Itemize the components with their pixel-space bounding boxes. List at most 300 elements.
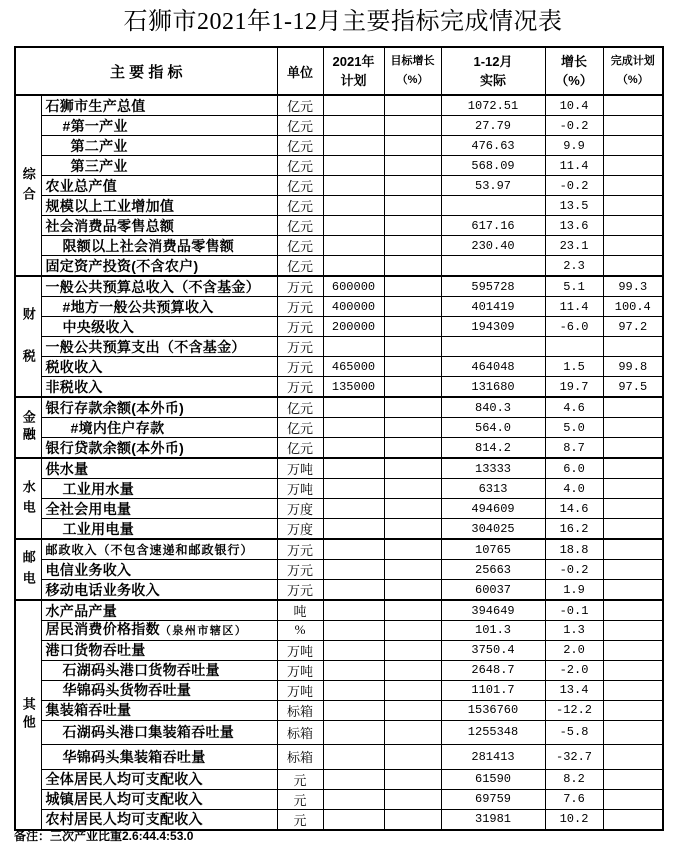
unit-cell: 亿元 xyxy=(277,136,323,156)
completion-cell xyxy=(603,720,663,745)
indicator-name: 限额以上社会消费品零售额 xyxy=(62,237,235,254)
actual-cell: 60037 xyxy=(441,580,545,601)
unit-cell: 亿元 xyxy=(277,256,323,277)
table-row xyxy=(15,745,663,770)
actual-cell: 568.09 xyxy=(441,156,545,176)
plan-cell xyxy=(323,560,384,580)
indicator-cell xyxy=(41,660,277,680)
indicator-cell xyxy=(41,479,277,499)
target-growth-cell xyxy=(384,116,441,136)
growth-cell: 4.6 xyxy=(545,397,603,418)
completion-cell xyxy=(603,397,663,418)
actual-cell: 61590 xyxy=(441,769,545,789)
growth-cell: 1.5 xyxy=(545,357,603,377)
growth-cell xyxy=(545,337,603,357)
actual-cell: 1255348 xyxy=(441,720,545,745)
target-growth-cell xyxy=(384,680,441,700)
completion-cell xyxy=(603,769,663,789)
completion-cell xyxy=(603,95,663,116)
plan-cell xyxy=(323,337,384,357)
header-plan xyxy=(323,47,384,95)
target-growth-cell xyxy=(384,621,441,641)
target-growth-cell xyxy=(384,789,441,809)
indicator-name: #境内住户存款 xyxy=(70,419,165,436)
category-label: 金融 xyxy=(20,410,36,444)
growth-cell: -0.1 xyxy=(545,600,603,621)
target-growth-cell xyxy=(384,377,441,398)
table-row xyxy=(15,660,663,680)
indicator-name: 华锦码头货物吞吐量 xyxy=(62,682,192,699)
header-actual-line1: 1-12月 xyxy=(473,54,513,69)
target-growth-cell xyxy=(384,539,441,560)
completion-cell xyxy=(603,680,663,700)
category-label: 其他 xyxy=(20,696,36,733)
growth-cell: 9.9 xyxy=(545,136,603,156)
growth-cell: 19.7 xyxy=(545,377,603,398)
indicator-name: 农业总产值 xyxy=(45,177,117,194)
actual-cell: 840.3 xyxy=(441,397,545,418)
growth-cell: 13.4 xyxy=(545,680,603,700)
plan-cell xyxy=(323,397,384,418)
unit-cell: 万元 xyxy=(277,357,323,377)
category-cell xyxy=(15,458,41,539)
growth-cell: 5.0 xyxy=(545,418,603,438)
category-cell xyxy=(15,95,41,276)
indicator-cell xyxy=(41,560,277,580)
actual-cell xyxy=(441,337,545,357)
indicator-cell xyxy=(41,276,277,297)
header-actual xyxy=(441,47,545,95)
header-growth xyxy=(545,47,603,95)
completion-cell xyxy=(603,236,663,256)
table-row xyxy=(15,680,663,700)
unit-cell: 元 xyxy=(277,809,323,830)
completion-cell: 99.8 xyxy=(603,357,663,377)
growth-cell: 14.6 xyxy=(545,499,603,519)
plan-cell xyxy=(323,600,384,621)
target-growth-cell xyxy=(384,397,441,418)
growth-cell: 13.6 xyxy=(545,216,603,236)
table-row xyxy=(15,809,663,830)
actual-cell: 304025 xyxy=(441,519,545,540)
growth-cell: 8.7 xyxy=(545,438,603,459)
target-growth-cell xyxy=(384,499,441,519)
plan-cell xyxy=(323,236,384,256)
unit-cell: 万元 xyxy=(277,297,323,317)
header-row xyxy=(15,47,663,95)
unit-cell: 标箱 xyxy=(277,720,323,745)
indicator-name: 供水量 xyxy=(45,460,89,477)
indicator-name: 一般公共预算总收入（不含基金） xyxy=(45,278,260,295)
growth-cell: 23.1 xyxy=(545,236,603,256)
header-plan-line2: 计划 xyxy=(340,73,367,88)
indicator-name: #第一产业 xyxy=(62,117,128,134)
unit-cell: 万元 xyxy=(277,580,323,601)
indicator-name: 非税收入 xyxy=(45,378,103,395)
target-growth-cell xyxy=(384,256,441,277)
actual-cell: 25663 xyxy=(441,560,545,580)
indicator-cell xyxy=(41,438,277,459)
unit-cell: 万度 xyxy=(277,519,323,540)
indicator-name: 社会消费品零售总额 xyxy=(45,217,175,234)
completion-cell xyxy=(603,499,663,519)
category-cell xyxy=(15,276,41,397)
header-completion-line2: （%） xyxy=(616,74,649,86)
unit-cell: 标箱 xyxy=(277,700,323,720)
plan-cell xyxy=(323,156,384,176)
unit-cell: 亿元 xyxy=(277,397,323,418)
actual-cell: 464048 xyxy=(441,357,545,377)
plan-cell xyxy=(323,789,384,809)
indicator-name: 规模以上工业增加值 xyxy=(45,197,175,214)
growth-cell: 2.0 xyxy=(545,640,603,660)
indicator-name: 全社会用电量 xyxy=(45,500,132,517)
plan-cell xyxy=(323,136,384,156)
table-row xyxy=(15,720,663,745)
table-row xyxy=(15,789,663,809)
indicator-cell xyxy=(41,397,277,418)
growth-cell: -5.8 xyxy=(545,720,603,745)
unit-cell: 标箱 xyxy=(277,745,323,770)
growth-cell: 1.9 xyxy=(545,580,603,601)
target-growth-cell xyxy=(384,809,441,830)
target-growth-cell xyxy=(384,236,441,256)
category-label: 水电 xyxy=(20,479,36,520)
indicator-cell xyxy=(41,700,277,720)
category-cell xyxy=(15,600,41,830)
completion-cell xyxy=(603,519,663,540)
growth-cell: 10.4 xyxy=(545,95,603,116)
actual-cell: 27.79 xyxy=(441,116,545,136)
header-completion-line1: 完成计划 xyxy=(610,55,655,67)
growth-cell: -12.2 xyxy=(545,700,603,720)
plan-cell xyxy=(323,116,384,136)
growth-cell: 4.0 xyxy=(545,479,603,499)
completion-cell xyxy=(603,156,663,176)
indicator-name: 港口货物吞吐量 xyxy=(45,642,146,659)
completion-cell xyxy=(603,216,663,236)
table-row xyxy=(15,297,663,317)
table-row xyxy=(15,317,663,337)
completion-cell xyxy=(603,600,663,621)
actual-cell: 69759 xyxy=(441,789,545,809)
table-header xyxy=(15,47,663,95)
indicator-cell xyxy=(41,769,277,789)
plan-cell xyxy=(323,539,384,560)
indicator-name: 石湖码头港口货物吞吐量 xyxy=(62,662,220,679)
growth-cell: -0.2 xyxy=(545,176,603,196)
plan-cell xyxy=(323,519,384,540)
growth-cell: 1.3 xyxy=(545,621,603,641)
plan-cell xyxy=(323,499,384,519)
plan-cell xyxy=(323,660,384,680)
growth-cell: -32.7 xyxy=(545,745,603,770)
table-row xyxy=(15,769,663,789)
indicator-name: 第二产业 xyxy=(70,137,128,154)
actual-cell: 101.3 xyxy=(441,621,545,641)
completion-cell xyxy=(603,438,663,459)
indicator-name: 居民消费价格指数 xyxy=(45,621,160,638)
plan-cell xyxy=(323,580,384,601)
actual-cell: 564.0 xyxy=(441,418,545,438)
target-growth-cell xyxy=(384,519,441,540)
completion-cell: 100.4 xyxy=(603,297,663,317)
indicator-name: 全体居民人均可支配收入 xyxy=(45,771,203,788)
completion-cell xyxy=(603,560,663,580)
indicator-cell xyxy=(41,256,277,277)
target-growth-cell xyxy=(384,479,441,499)
actual-cell: 3750.4 xyxy=(441,640,545,660)
completion-cell xyxy=(603,479,663,499)
table-row xyxy=(15,418,663,438)
indicator-cell xyxy=(41,317,277,337)
unit-cell: 万度 xyxy=(277,499,323,519)
target-growth-cell xyxy=(384,337,441,357)
growth-cell: 11.4 xyxy=(545,156,603,176)
table-row xyxy=(15,116,663,136)
table-row xyxy=(15,640,663,660)
target-growth-cell xyxy=(384,357,441,377)
indicator-cell xyxy=(41,95,277,116)
unit-cell: % xyxy=(277,621,323,641)
growth-cell: -0.2 xyxy=(545,560,603,580)
indicator-cell xyxy=(41,236,277,256)
indicator-cell xyxy=(41,337,277,357)
header-actual-line2: 实际 xyxy=(480,73,507,88)
indicator-cell xyxy=(41,116,277,136)
header-target-growth xyxy=(384,47,441,95)
plan-cell xyxy=(323,745,384,770)
indicator-cell xyxy=(41,519,277,540)
completion-cell: 99.3 xyxy=(603,276,663,297)
actual-cell: 1101.7 xyxy=(441,680,545,700)
table-row xyxy=(15,479,663,499)
indicator-cell xyxy=(41,621,277,641)
target-growth-cell xyxy=(384,156,441,176)
completion-cell xyxy=(603,700,663,720)
unit-cell: 万吨 xyxy=(277,458,323,479)
indicator-name: 城镇居民人均可支配收入 xyxy=(45,791,203,808)
plan-cell xyxy=(323,680,384,700)
target-growth-cell xyxy=(384,418,441,438)
indicator-name: 银行贷款余额(本外币) xyxy=(45,439,185,456)
target-growth-cell xyxy=(384,560,441,580)
target-growth-cell xyxy=(384,769,441,789)
unit-cell: 亿元 xyxy=(277,438,323,459)
indicator-name: 电信业务收入 xyxy=(45,561,132,578)
unit-cell: 亿元 xyxy=(277,418,323,438)
table-row xyxy=(15,95,663,116)
completion-cell xyxy=(603,256,663,277)
unit-cell: 万元 xyxy=(277,276,323,297)
completion-cell xyxy=(603,136,663,156)
growth-cell: 5.1 xyxy=(545,276,603,297)
indicator-name: 工业用水量 xyxy=(62,480,134,497)
indicator-name: 中央级收入 xyxy=(62,318,134,335)
indicator-cell xyxy=(41,357,277,377)
growth-cell: 10.2 xyxy=(545,809,603,830)
target-growth-cell xyxy=(384,196,441,216)
completion-cell xyxy=(603,116,663,136)
category-label: 财税 xyxy=(20,306,36,391)
indicator-cell xyxy=(41,745,277,770)
actual-cell: 1072.51 xyxy=(441,95,545,116)
indicator-cell xyxy=(41,600,277,621)
completion-cell xyxy=(603,789,663,809)
table-row xyxy=(15,216,663,236)
completion-cell xyxy=(603,640,663,660)
target-growth-cell xyxy=(384,600,441,621)
unit-cell: 万吨 xyxy=(277,640,323,660)
header-target-growth-line2: （%） xyxy=(396,74,429,86)
actual-cell: 2648.7 xyxy=(441,660,545,680)
indicator-cell xyxy=(41,156,277,176)
indicator-cell xyxy=(41,297,277,317)
growth-cell: -0.2 xyxy=(545,116,603,136)
target-growth-cell xyxy=(384,720,441,745)
table-row xyxy=(15,560,663,580)
plan-cell: 135000 xyxy=(323,377,384,398)
indicator-table xyxy=(14,46,664,831)
unit-cell: 万吨 xyxy=(277,479,323,499)
actual-cell: 476.63 xyxy=(441,136,545,156)
growth-cell: 16.2 xyxy=(545,519,603,540)
indicator-cell xyxy=(41,789,277,809)
table-row xyxy=(15,156,663,176)
target-growth-cell xyxy=(384,700,441,720)
growth-cell: 18.8 xyxy=(545,539,603,560)
indicator-name: 华锦码头集装箱吞吐量 xyxy=(62,748,206,765)
table-row xyxy=(15,377,663,398)
header-indicator: 主 要 指 标 xyxy=(15,47,277,95)
plan-cell xyxy=(323,640,384,660)
unit-cell: 万元 xyxy=(277,337,323,357)
completion-cell xyxy=(603,809,663,830)
table-row xyxy=(15,499,663,519)
target-growth-cell xyxy=(384,438,441,459)
unit-cell: 万元 xyxy=(277,317,323,337)
plan-cell xyxy=(323,418,384,438)
completion-cell: 97.5 xyxy=(603,377,663,398)
header-completion xyxy=(603,47,663,95)
indicator-cell xyxy=(41,680,277,700)
growth-cell: 6.0 xyxy=(545,458,603,479)
completion-cell xyxy=(603,337,663,357)
actual-cell xyxy=(441,196,545,216)
completion-cell xyxy=(603,660,663,680)
actual-cell: 401419 xyxy=(441,297,545,317)
indicator-name: 农村居民人均可支配收入 xyxy=(45,811,203,828)
actual-cell xyxy=(441,256,545,277)
actual-cell: 230.40 xyxy=(441,236,545,256)
unit-cell: 亿元 xyxy=(277,216,323,236)
completion-cell xyxy=(603,539,663,560)
indicator-name: 第三产业 xyxy=(70,157,128,174)
unit-cell: 元 xyxy=(277,769,323,789)
indicator-cell xyxy=(41,539,277,560)
completion-cell xyxy=(603,176,663,196)
plan-cell xyxy=(323,720,384,745)
actual-cell: 281413 xyxy=(441,745,545,770)
plan-cell: 200000 xyxy=(323,317,384,337)
table-row xyxy=(15,580,663,601)
table-row xyxy=(15,136,663,156)
indicator-name: 工业用电量 xyxy=(62,520,134,537)
indicator-name: 石湖码头港口集装箱吞吐量 xyxy=(62,724,235,741)
actual-cell: 53.97 xyxy=(441,176,545,196)
unit-cell: 万吨 xyxy=(277,660,323,680)
plan-cell xyxy=(323,95,384,116)
plan-cell xyxy=(323,458,384,479)
category-label: 综合 xyxy=(20,166,36,207)
indicator-cell xyxy=(41,720,277,745)
header-growth-line1: 增长 xyxy=(561,54,588,69)
table-row xyxy=(15,600,663,621)
growth-cell: 8.2 xyxy=(545,769,603,789)
growth-cell: 2.3 xyxy=(545,256,603,277)
indicator-cell xyxy=(41,458,277,479)
completion-cell: 97.2 xyxy=(603,317,663,337)
indicator-name: #地方一般公共预算收入 xyxy=(62,298,214,315)
table-row xyxy=(15,176,663,196)
actual-cell: 13333 xyxy=(441,458,545,479)
actual-cell: 10765 xyxy=(441,539,545,560)
table-row xyxy=(15,458,663,479)
table-row xyxy=(15,276,663,297)
unit-cell: 元 xyxy=(277,789,323,809)
target-growth-cell xyxy=(384,317,441,337)
completion-cell xyxy=(603,621,663,641)
plan-cell xyxy=(323,196,384,216)
actual-cell: 595728 xyxy=(441,276,545,297)
header-target-growth-line1: 目标增长 xyxy=(390,55,435,67)
unit-cell: 万元 xyxy=(277,560,323,580)
unit-cell: 万元 xyxy=(277,539,323,560)
indicator-cell xyxy=(41,377,277,398)
header-growth-line2: （%） xyxy=(555,73,593,88)
indicator-cell xyxy=(41,580,277,601)
actual-cell: 394649 xyxy=(441,600,545,621)
growth-cell: 13.5 xyxy=(545,196,603,216)
plan-cell xyxy=(323,621,384,641)
table-row xyxy=(15,236,663,256)
plan-cell xyxy=(323,700,384,720)
unit-cell: 吨 xyxy=(277,600,323,621)
growth-cell: -2.0 xyxy=(545,660,603,680)
indicator-cell xyxy=(41,136,277,156)
page-title: 石狮市2021年1-12月主要指标完成情况表 xyxy=(123,9,563,35)
indicator-name: 移动电话业务收入 xyxy=(45,581,160,598)
table-row xyxy=(15,621,663,641)
target-growth-cell xyxy=(384,216,441,236)
indicator-name: 税收收入 xyxy=(45,358,103,375)
growth-cell: -6.0 xyxy=(545,317,603,337)
target-growth-cell xyxy=(384,745,441,770)
target-growth-cell xyxy=(384,276,441,297)
plan-cell xyxy=(323,769,384,789)
indicator-name: 邮政收入（不包含速递和邮政银行） xyxy=(45,542,254,557)
unit-cell: 亿元 xyxy=(277,176,323,196)
header-plan-line1: 2021年 xyxy=(332,54,375,69)
plan-cell: 465000 xyxy=(323,357,384,377)
actual-cell: 31981 xyxy=(441,809,545,830)
table-row xyxy=(15,539,663,560)
completion-cell xyxy=(603,418,663,438)
indicator-cell xyxy=(41,499,277,519)
actual-cell: 494609 xyxy=(441,499,545,519)
actual-cell: 131680 xyxy=(441,377,545,398)
completion-cell xyxy=(603,745,663,770)
